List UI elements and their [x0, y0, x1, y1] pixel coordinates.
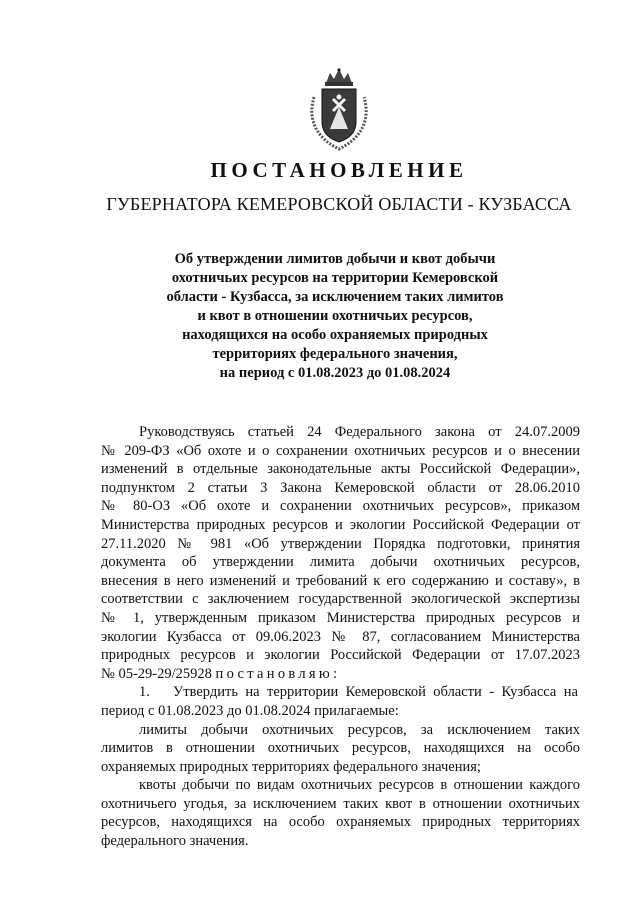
preamble-line: документа об утверждении лимита добычи охотничьих ресурсов,	[101, 554, 580, 571]
issuer-heading: ГУБЕРНАТОРА КЕМЕРОВСКОЙ ОБЛАСТИ - КУЗБАССА	[106, 194, 572, 214]
item-1-line	[101, 683, 580, 702]
preamble-line: № 80-ОЗ «Об охоте и сохранении охотничьих ресурсов», приказом	[101, 498, 580, 515]
preamble-line: 27.11.2020 № 981 «Об утверждении Порядка подготовки, принятия	[101, 535, 580, 552]
preamble-line: Руководствуясь статьей 24 Федерального закона от 24.07.2009	[139, 424, 580, 440]
list-item-quotas: федерального значения.	[101, 833, 249, 850]
preamble-line: природных ресурсов и экологии Российской Федерации от 17.07.2023	[101, 647, 580, 664]
item-1-line: период с 01.08.2023 до 01.08.2024 прилагаемые:	[101, 702, 399, 719]
preamble-line: внесения в него изменений и требований к его содержанию и составу», в	[101, 572, 580, 589]
document-title	[150, 250, 520, 383]
resolution-number: № 05-29-29/25928	[101, 665, 216, 682]
resolution-verb: постановляю:	[215, 665, 341, 682]
title-line: области - Кузбасса, за исключением таких лимитов	[166, 289, 504, 305]
preamble-line: Министерства природных ресурсов и экологии Российской Федерации от	[101, 516, 580, 533]
preamble-line: № 1, утвержденным приказом Министерства природных ресурсов и	[101, 609, 580, 626]
list-item-limits: лимиты добычи охотничьих ресурсов, за исключением таких	[139, 721, 580, 738]
preamble-line: соответствии с заключением государственной экологической экспертизы	[101, 591, 580, 608]
document-body	[101, 423, 580, 851]
title-line: на период с 01.08.2023 до 01.08.2024	[219, 365, 451, 381]
coat-of-arms-emblem	[306, 67, 372, 151]
preamble-line: изменений в отдельные законодательные акты Российской Федерации»,	[101, 461, 580, 478]
list-item-quotas: ресурсов, находящихся на особо охраняемых природных территориях	[101, 814, 580, 831]
list-item-limits: охраняемых природных территориях федерального значения;	[101, 758, 481, 775]
title-line: охотничьих ресурсов на территории Кемеровской	[171, 270, 499, 286]
item-1-text: Утвердить на территории Кемеровской области - Кузбасса на	[173, 684, 578, 701]
document-kind-heading: ПОСТАНОВЛЕНИЕ	[210, 158, 468, 182]
title-line: территориях федерального значения,	[212, 346, 458, 362]
list-item-quotas: охотничьего угодья, за исключением таких квот в отношении охотничьих	[101, 795, 580, 812]
preamble-last-line	[101, 665, 580, 684]
list-item-quotas: квоты добычи по видам охотничьих ресурсов в отношении каждого	[139, 777, 580, 794]
title-line: находящихся на особо охраняемых природных	[182, 327, 488, 343]
item-1-number: 1.	[139, 684, 150, 701]
preamble-line: экологии Кузбасса от 09.06.2023 № 87, согласованием Министерства	[101, 628, 580, 645]
title-line: и квот в отношении охотничьих ресурсов,	[197, 308, 473, 324]
preamble-line: № 209-ФЗ «Об охоте и о сохранении охотничьих ресурсов и о внесении	[101, 442, 580, 459]
preamble-line: подпунктом 2 статьи 3 Закона Кемеровской области от 28.06.2010	[101, 479, 580, 496]
title-line: Об утверждении лимитов добычи и квот добычи	[174, 251, 496, 267]
list-item-limits: лимитов в отношении охотничьих ресурсов, находящихся на особо	[101, 740, 580, 757]
